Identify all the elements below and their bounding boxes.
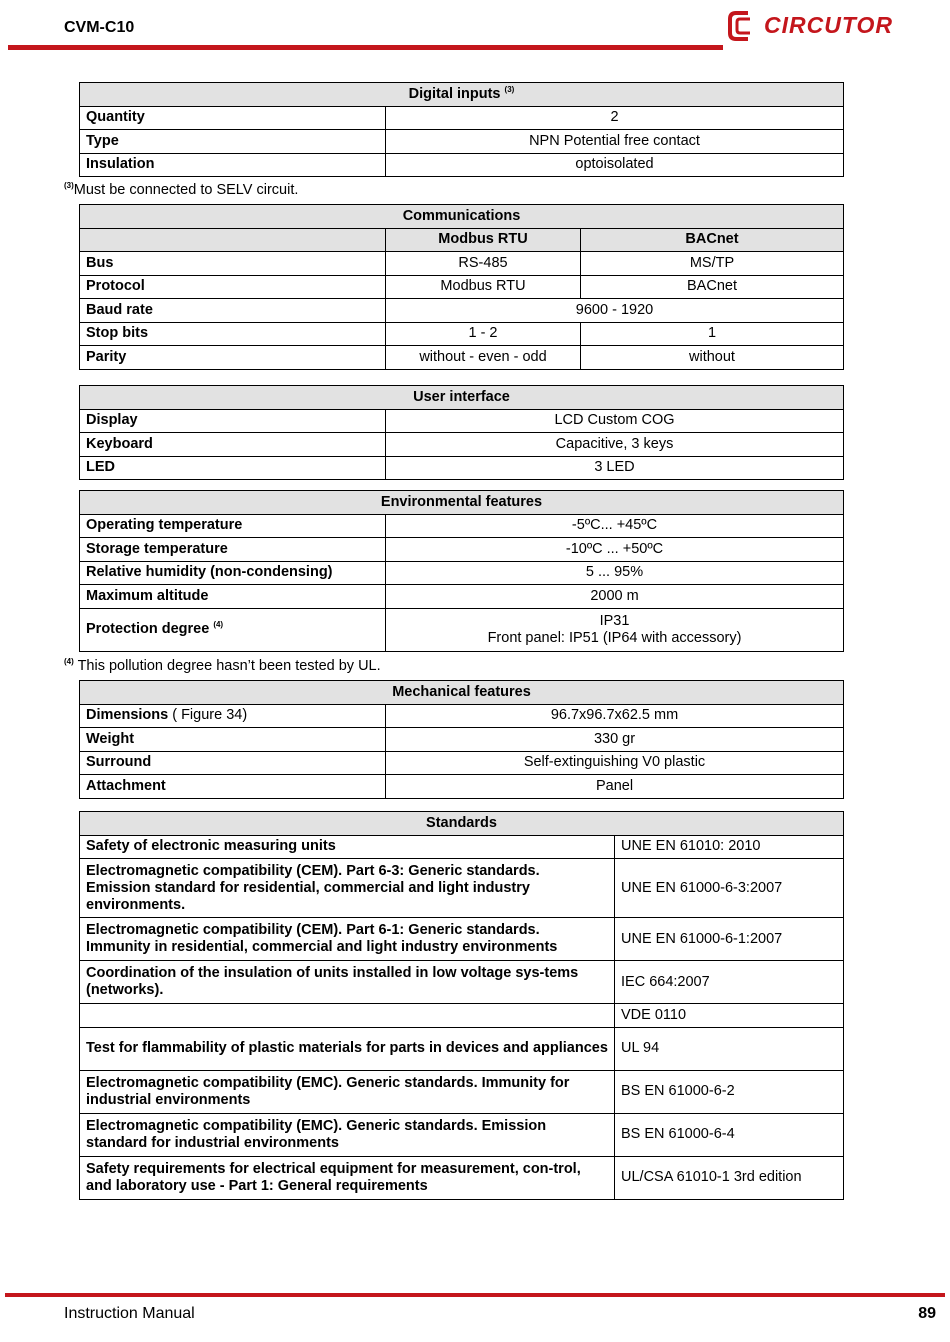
table-row	[80, 859, 844, 918]
row-label: Electromagnetic compatibility (EMC). Generic standards. Emission standard for industrial environments	[80, 1113, 615, 1156]
footer-manual-title: Instruction Manual	[64, 1305, 195, 1322]
row-label: LED	[80, 456, 386, 480]
table-row	[80, 1027, 844, 1070]
table-row	[80, 961, 844, 1004]
row-value: IEC 664:2007	[615, 961, 844, 1004]
row-value: NPN Potential free contact	[386, 130, 844, 154]
row-label: Electromagnetic compatibility (EMC). Generic standards. Immunity for industrial environments	[80, 1070, 615, 1113]
section-title: Standards	[80, 812, 844, 836]
table-row	[80, 409, 844, 433]
page-number: 89	[918, 1305, 936, 1322]
row-value: 1	[581, 322, 844, 346]
row-label: Insulation	[80, 153, 386, 177]
protection-label: Protection degree	[86, 621, 210, 637]
row-label: Stop bits	[80, 322, 386, 346]
mechanical-table	[79, 680, 844, 799]
column-header: Modbus RTU	[386, 228, 581, 252]
table-header	[80, 83, 844, 107]
row-label: Electromagnetic compatibility (CEM). Part 6-1: Generic standards. Immunity in residential, commercial and light industry environments	[80, 918, 615, 961]
doc-title: CVM-C10	[64, 19, 135, 36]
table-row	[80, 433, 844, 457]
row-label: Surround	[80, 751, 386, 775]
section-title: Environmental features	[80, 491, 844, 515]
row-value	[386, 608, 844, 651]
table-row	[80, 153, 844, 177]
table-row	[80, 1156, 844, 1199]
row-value: UL 94	[615, 1027, 844, 1070]
row-value: 1 - 2	[386, 322, 581, 346]
table-row	[80, 252, 844, 276]
table-row	[80, 1070, 844, 1113]
section-title: Digital inputs	[408, 85, 501, 102]
row-label	[80, 704, 386, 728]
footnote	[64, 658, 381, 674]
row-label	[80, 608, 386, 651]
table-row	[80, 456, 844, 480]
row-value: 330 gr	[386, 728, 844, 752]
row-label: Operating temperature	[80, 514, 386, 538]
footnote-ref: (3)	[504, 84, 515, 94]
row-label	[80, 1004, 615, 1028]
row-value: 2	[386, 106, 844, 130]
section-title: User interface	[80, 386, 844, 410]
table-row	[80, 835, 844, 859]
row-value: VDE 0110	[615, 1004, 844, 1028]
table-row	[80, 775, 844, 799]
environmental-table	[79, 490, 844, 652]
table-row	[80, 322, 844, 346]
protection-line-1: IP31	[599, 612, 630, 629]
circutor-logo	[726, 9, 906, 43]
footnote-ref: (3)	[64, 181, 74, 191]
table-row	[80, 1004, 844, 1028]
row-value: 96.7x96.7x62.5 mm	[386, 704, 844, 728]
row-label: Coordination of the insulation of units installed in low voltage sys-tems (networks).	[80, 961, 615, 1004]
row-value: BS EN 61000-6-2	[615, 1070, 844, 1113]
row-label: Baud rate	[80, 299, 386, 323]
row-label: Electromagnetic compatibility (CEM). Part 6-3: Generic standards. Emission standard for residential, commercial and light industry environments.	[80, 859, 615, 918]
row-value: without - even - odd	[386, 346, 581, 370]
row-value: 9600 - 1920	[386, 299, 844, 323]
table-row	[80, 346, 844, 370]
standards-table	[79, 811, 844, 1200]
section-title: Mechanical features	[80, 681, 844, 705]
row-value: -10ºC ... +50ºC	[386, 538, 844, 562]
footnote-text: Must be connected to SELV circuit.	[73, 182, 299, 198]
table-row	[80, 918, 844, 961]
empty-cell	[80, 228, 386, 252]
table-row	[80, 585, 844, 609]
header-rule	[8, 45, 723, 50]
footnote-text: This pollution degree hasn’t been tested by UL.	[77, 658, 381, 674]
row-label: Maximum altitude	[80, 585, 386, 609]
row-value: 5 ... 95%	[386, 561, 844, 585]
row-value: without	[581, 346, 844, 370]
table-row	[80, 514, 844, 538]
row-label: Attachment	[80, 775, 386, 799]
row-label: Safety requirements for electrical equipment for measurement, con-trol, and laboratory use - Part 1: General requirements	[80, 1156, 615, 1199]
row-value: MS/TP	[581, 252, 844, 276]
row-value: UL/CSA 61010-1 3rd edition	[615, 1156, 844, 1199]
row-value: RS-485	[386, 252, 581, 276]
footnote-ref: (4)	[213, 620, 224, 630]
section-title: Communications	[80, 205, 844, 229]
dimensions-label: Dimensions	[86, 707, 169, 724]
row-label: Relative humidity (non-condensing)	[80, 561, 386, 585]
row-label: Type	[80, 130, 386, 154]
table-row	[80, 106, 844, 130]
user-interface-table	[79, 385, 844, 480]
row-value: UNE EN 61010: 2010	[615, 835, 844, 859]
table-row	[80, 728, 844, 752]
table-row	[80, 275, 844, 299]
row-value: UNE EN 61000-6-1:2007	[615, 918, 844, 961]
table-row	[80, 704, 844, 728]
row-value: Capacitive, 3 keys	[386, 433, 844, 457]
column-header-row	[80, 228, 844, 252]
row-value: BACnet	[581, 275, 844, 299]
footnote	[64, 182, 298, 198]
row-value: 2000 m	[386, 585, 844, 609]
row-label: Protocol	[80, 275, 386, 299]
logo-icon	[726, 9, 762, 43]
row-value: Self-extinguishing V0 plastic	[386, 751, 844, 775]
row-label: Weight	[80, 728, 386, 752]
table-row	[80, 130, 844, 154]
row-value: UNE EN 61000-6-3:2007	[615, 859, 844, 918]
row-value: Panel	[386, 775, 844, 799]
table-row	[80, 751, 844, 775]
table-row	[80, 608, 844, 651]
row-value: Modbus RTU	[386, 275, 581, 299]
row-value: BS EN 61000-6-4	[615, 1113, 844, 1156]
footer-rule	[5, 1293, 945, 1297]
table-row	[80, 299, 844, 323]
table-row	[80, 538, 844, 562]
row-label: Parity	[80, 346, 386, 370]
communications-table	[79, 204, 844, 370]
row-value: LCD Custom COG	[386, 409, 844, 433]
row-label: Test for flammability of plastic materials for parts in devices and appliances	[80, 1027, 615, 1070]
row-value: 3 LED	[386, 456, 844, 480]
logo-text: CIRCUTOR	[764, 12, 893, 38]
row-label: Display	[80, 409, 386, 433]
table-row	[80, 1113, 844, 1156]
digital-inputs-table	[79, 82, 844, 177]
row-label: Bus	[80, 252, 386, 276]
row-value: optoisolated	[386, 153, 844, 177]
row-label: Safety of electronic measuring units	[80, 835, 615, 859]
table-row	[80, 561, 844, 585]
row-label: Storage temperature	[80, 538, 386, 562]
row-value: -5ºC... +45ºC	[386, 514, 844, 538]
protection-line-2: Front panel: IP51 (IP64 with accessory)	[487, 629, 742, 646]
row-label: Keyboard	[80, 433, 386, 457]
footnote-ref: (4)	[64, 657, 74, 667]
row-label: Quantity	[80, 106, 386, 130]
column-header: BACnet	[581, 228, 844, 252]
figure-link[interactable]: ( Figure 34)	[168, 707, 248, 724]
